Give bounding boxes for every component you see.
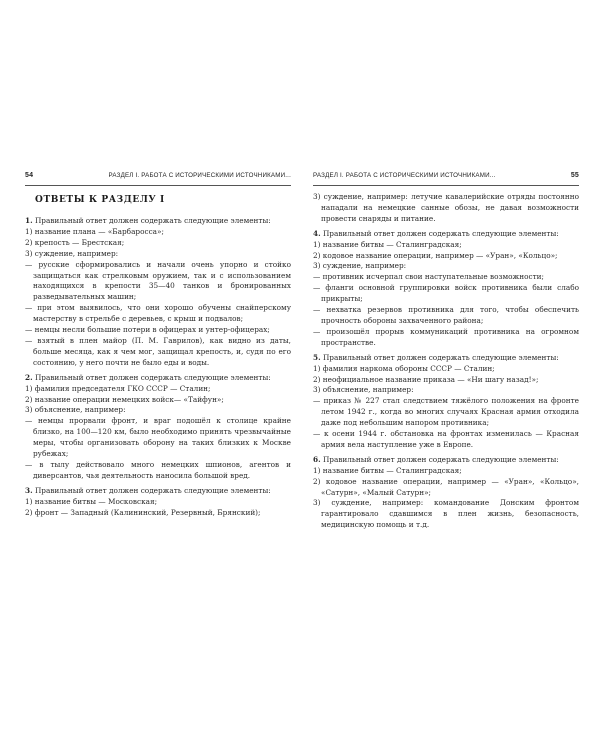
answer-number: 4. — [313, 228, 321, 238]
answer-block — [25, 373, 291, 482]
right-page-header — [313, 172, 579, 186]
answer-item: — противник исчерпал свои наступательные возможности; — [313, 272, 544, 282]
answer-item: 2) название операции немецких войск— «Тайфун»; — [25, 394, 224, 404]
answer-item: 1) название битвы — Московская; — [25, 496, 158, 506]
answer-item: 2) неофициальное название приказа — «Ни шагу назад!»; — [313, 374, 539, 384]
right-page-number: 55 — [570, 172, 579, 179]
answer-number: 6. — [313, 454, 321, 464]
answer-item: 1) название битвы — Сталинградская; — [313, 239, 462, 249]
answer-number: 5. — [313, 352, 321, 362]
answer-block — [25, 486, 291, 519]
answer-item: 1) название плана — «Барбаросса»; — [25, 226, 164, 236]
answer-intro-text: Правильный ответ должен содержать следующие элементы: — [320, 228, 559, 238]
answer-intro — [25, 216, 291, 227]
answer-block — [313, 229, 579, 349]
answer-item: 3) суждение, например: — [25, 248, 119, 258]
answer-block — [313, 455, 579, 531]
answer-item: — при этом выявилось, что они хорошо обучены снайперскому мастерству в стрельбе с деревьев, с крыш и подвалов; — [25, 303, 291, 324]
answer-block — [313, 353, 579, 451]
answer-item: — русские сформировались и начали очень упорно и стойко защищаться как стрелковым оружием, так и с использованием находящихся в крепости 35—40 танков и бронированных разведывательных машин; — [25, 259, 291, 302]
answer-item: 2) кодовое название операции, например — «Уран», «Кольцо»; — [313, 250, 558, 260]
answer-intro-text: Правильный ответ должен содержать следующие элементы: — [320, 454, 559, 464]
answer-item: 1) фамилия председателя ГКО СССР — Сталин; — [25, 383, 211, 393]
answer-item: — взятый в плен майор (П. М. Гаврилов), как видно из даты, больше месяца, как я чем мог, защищал крепость, и, судя по его состоянию, у него почти не было еды и воды. — [25, 335, 291, 367]
left-page-number: 54 — [25, 172, 34, 179]
answer-block — [313, 192, 579, 225]
answer-item: 2) крепость — Брестская; — [25, 237, 125, 247]
answer-item: — немцы прорвали фронт, и враг подошёл к столице крайне близко, на 100—120 км, было необходимо принять чрезвычайные меры, чтобы организовать оборону на таких близких к Москве рубежах; — [25, 416, 291, 459]
answer-item: — приказ № 227 стал следствием тяжёлого положения на фронте летом 1942 г., когда во многих случаях Красная армия отходила даже под небольшим напором противника; — [313, 396, 579, 428]
answer-intro — [313, 455, 579, 466]
answer-intro — [25, 486, 291, 497]
answer-item: — в тылу действовало много немецких шпионов, агентов и диверсантов, чья деятельность наносила большой вред. — [25, 459, 291, 480]
right-page — [313, 172, 579, 535]
answer-intro-text: Правильный ответ должен содержать следующие элементы: — [32, 485, 271, 495]
answer-number: 3. — [25, 485, 33, 495]
answer-intro — [313, 353, 579, 364]
answer-item: 3) объяснение, например: — [313, 385, 414, 395]
answer-item: 3) суждение, например: — [313, 261, 407, 271]
answer-block — [25, 216, 291, 369]
answer-item: — фланги основной группировки войск противника были слабо прикрыты; — [313, 283, 579, 304]
answer-intro-text: Правильный ответ должен содержать следующие элементы: — [32, 216, 271, 225]
answer-intro-text: Правильный ответ должен содержать следующие элементы: — [320, 352, 559, 362]
answer-item: 3) объяснение, например: — [25, 405, 126, 415]
left-page-header — [25, 172, 291, 186]
answer-item: 2) фронт — Западный (Калининский, Резервный, Брянский); — [25, 507, 261, 517]
answer-item: 1) название битвы — Сталинградская; — [313, 465, 462, 475]
answer-item: — нехватка резервов противника для того, чтобы обеспечить прочность обороны захваченного района; — [313, 305, 579, 325]
answer-intro-text: Правильный ответ должен содержать следующие элементы: — [32, 372, 271, 382]
answer-item: 2) кодовое название операции, например — «Уран», «Кольцо», «Сатурн», «Малый Сатурн»; — [313, 476, 579, 497]
answer-intro — [25, 373, 291, 384]
right-running-head: РАЗДЕЛ I. РАБОТА С ИСТОРИЧЕСКИМИ ИСТОЧНИКАМИ... — [313, 172, 496, 179]
answer-item: 3) суждение, например: летучие кавалерийские отряды постоянно нападали на немецкие санные обозы, не давая возможности провести снаряды и питание. — [313, 192, 579, 223]
answer-item: 1) фамилия наркома обороны СССР — Сталин; — [313, 363, 495, 373]
answer-item: — немцы несли большие потери в офицерах и унтер-офицерах; — [25, 325, 270, 335]
left-page — [25, 172, 291, 522]
answer-item: — произошёл прорыв коммуникаций противника на огромном пространстве. — [313, 326, 579, 347]
right-page-body — [313, 192, 579, 531]
answer-intro — [313, 229, 579, 240]
left-page-body — [25, 216, 291, 518]
answer-item: 3) суждение, например: командование Донским фронтом гарантировало сдавшимся в плен жизнь, безопасность, медицинскую помощь и т.д. — [313, 498, 579, 530]
left-running-head: РАЗДЕЛ I. РАБОТА С ИСТОРИЧЕСКИМИ ИСТОЧНИКАМИ... — [108, 172, 291, 179]
answer-item: — к осени 1944 г. обстановка на фронтах изменилась — Красная армия вела наступление уже в Европе. — [313, 429, 579, 449]
answer-number: 2. — [25, 372, 33, 382]
section-title: ОТВЕТЫ К РАЗДЕЛУ I — [35, 195, 165, 205]
answer-number: 1. — [25, 216, 33, 225]
